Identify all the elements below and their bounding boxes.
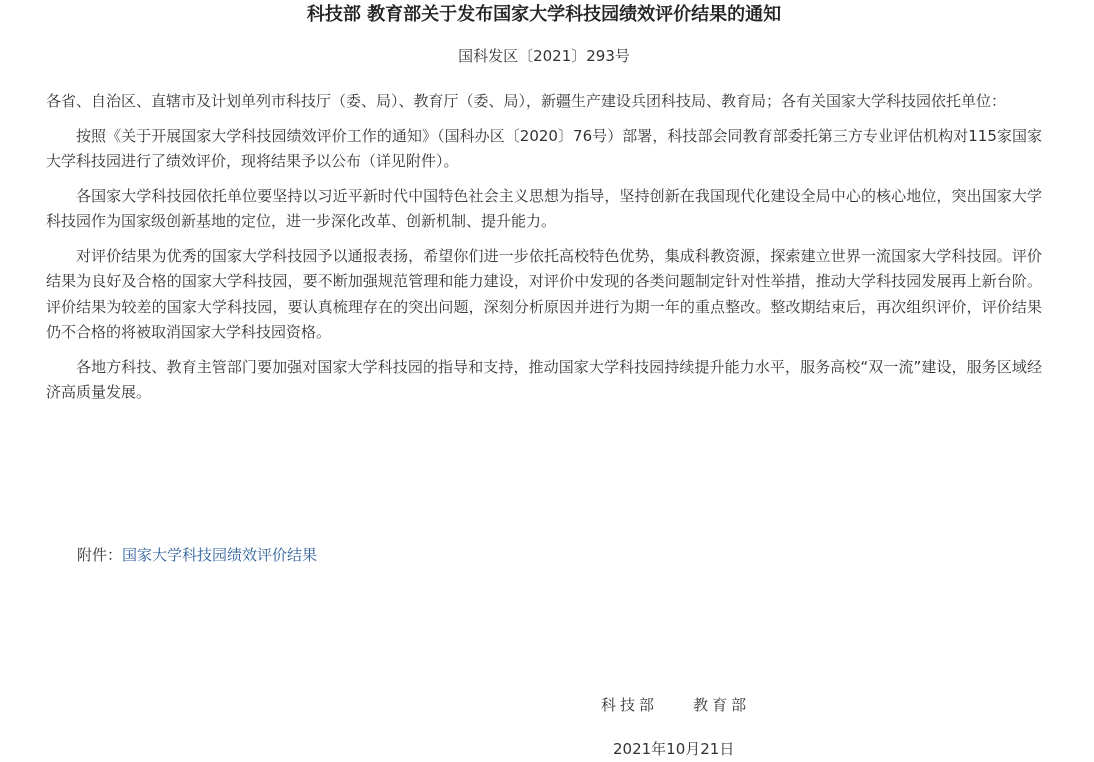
attachment-link[interactable]: 国家大学科技园绩效评价结果	[122, 546, 318, 564]
document-body	[46, 89, 1042, 415]
document-date: 2021年10月21日	[613, 740, 735, 758]
attachment-line	[77, 543, 317, 568]
paragraph-1: 按照《关于开展国家大学科技园绩效评价工作的通知》（国科办区〔2020〕76号）部署，科技部会同教育部委托第三方专业评估机构对115家国家大学科技园进行了绩效评价，现将结果予以公布（详见附件）。	[46, 126, 1042, 170]
paragraph-4: 各地方科技、教育主管部门要加强对国家大学科技园的指导和支持，推动国家大学科技园持续提升能力水平，服务高校“双一流”建设，服务区域经济高质量发展。	[46, 357, 1042, 401]
document-number: 国科发区〔2021〕293号	[458, 47, 630, 65]
paragraph-3: 对评价结果为优秀的国家大学科技园予以通报表扬，希望你们进一步依托高校特色优势，集成科教资源，探索建立世界一流国家大学科技园。评价结果为良好及合格的国家大学科技园，要不断加强规范管理和能力建设，对评价中发现的各类问题制定针对性举措，推动大学科技园发展再上新台阶。评价结果为较差的国家大学科技园，要认真梳理存在的突出问题，深刻分析原因并进行为期一年的重点整改。整改期结束后，再次组织评价，评价结果仍不合格的将被取消国家大学科技园资格。	[46, 246, 1042, 341]
attachment-label: 附件：	[77, 546, 123, 564]
signature: 科技部 教育部	[601, 696, 751, 714]
document-title: 科技部 教育部关于发布国家大学科技园绩效评价结果的通知	[306, 4, 782, 25]
salutation: 各省、自治区、直辖市及计划单列市科技厅（委、局）、教育厅（委、局），新疆生产建设兵团科技局、教育局；各有关国家大学科技园依托单位：	[46, 92, 1007, 110]
paragraph-2: 各国家大学科技园依托单位要坚持以习近平新时代中国特色社会主义思想为指导，坚持创新在我国现代化建设全局中心的核心地位，突出国家大学科技园作为国家级创新基地的定位，进一步深化改革、创新机制、提升能力。	[46, 186, 1042, 230]
